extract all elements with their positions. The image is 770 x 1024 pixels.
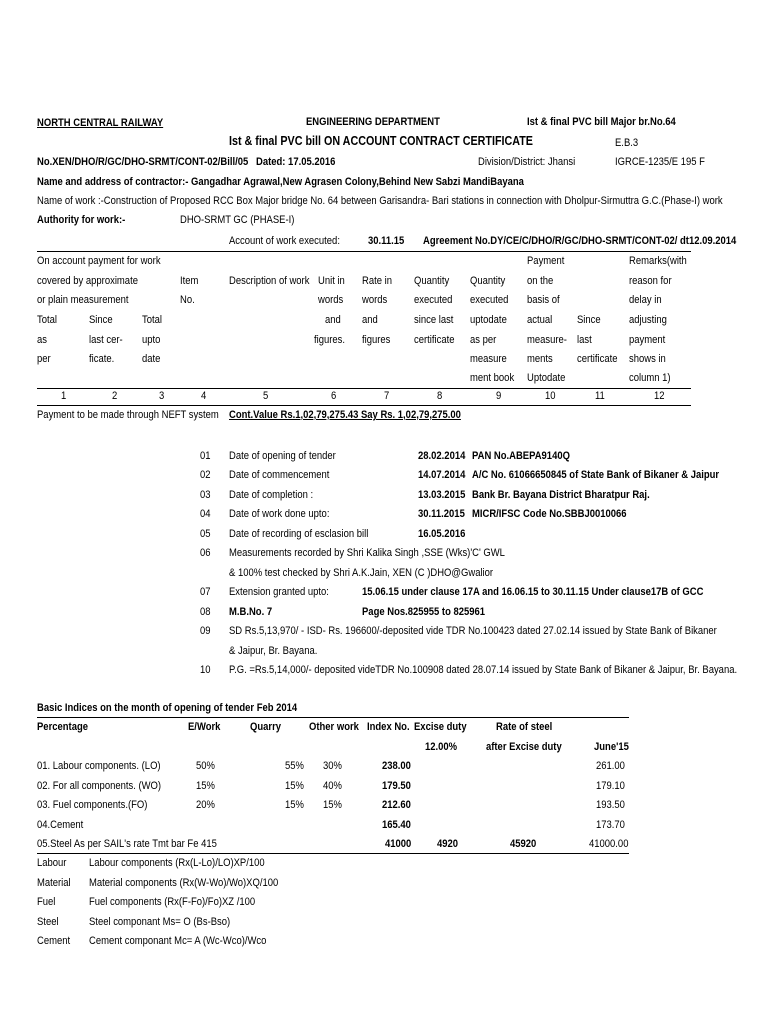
unit-col-line1: Unit in [318,275,345,287]
since-line3: certificate [577,353,618,365]
item06-line2: & 100% test checked by Shri A.K.Jain, XEN (C )DHO@Gwalior [229,567,494,579]
qty-since-line1: Quantity [414,275,450,287]
unit-col-line2: words [318,294,344,306]
detail-value: 14.07.2014 [418,469,466,481]
col-number-12: 12 [654,390,665,402]
remarks-line6: shows in [629,353,666,365]
indices-row-index: 179.50 [382,780,411,792]
railway-name: NORTH CENTRAL RAILWAY [37,117,164,129]
indices-row-index: 212.60 [382,799,411,811]
payment-line2: on the [527,275,554,287]
indices-row-june: 261.00 [596,760,625,772]
formula-text: Labour components (Rx(L-Lo)/LO)XP/100 [89,857,265,869]
indices-row-label: 04.Cement [37,819,84,831]
indices-row-quarry: 15% [285,799,304,811]
col-number-1: 1 [61,390,67,402]
remarks-line2: reason for [629,275,672,287]
item08-label: M.B.No. 7 [229,606,273,618]
item09-line1: SD Rs.5,13,970/ - ISD- Rs. 196600/-deposited vide TDR No.100423 dated 27.02.14 issued by State Bank of Bikaner [229,625,717,637]
indices-row-ework: 20% [196,799,215,811]
contractor-details: Name and address of contractor:- Gangadhar Agrawal,New Agrasen Colony,Behind New Sabzi MandiBayana [37,176,524,188]
qty-since-line4: certificate [414,334,455,346]
indices-header-percentage: Percentage [37,721,89,733]
col-number-7: 7 [384,390,390,402]
indices-row-june: 173.70 [596,819,625,831]
col-number-9: 9 [496,390,502,402]
indices-header-other: Other work [309,721,359,733]
numbers-bottom-rule [37,405,691,406]
qty-upto-line1: Quantity [470,275,506,287]
indices-row-other: 30% [323,760,342,772]
col1b-line3: ficate. [89,353,115,365]
col1c-line1: Total [142,314,162,326]
item-col-line1: Item [180,275,199,287]
indices-row-june: 41000.00 [589,838,629,850]
item-col-line2: No. [180,294,195,306]
indices-header-steel2: after Excise duty [486,741,562,753]
rate-col-line2: words [362,294,388,306]
formula-name: Cement [37,935,71,947]
rate-col-line3: and [362,314,378,326]
remarks-line3: delay in [629,294,662,306]
remarks-line5: payment [629,334,666,346]
detail-extra: Bank Br. Bayana District Bharatpur Raj. [472,489,650,501]
item09-no: 09 [200,625,211,637]
detail-no: 05 [200,528,211,540]
detail-value: 28.02.2014 [418,450,466,462]
table-top-rule [37,251,691,252]
item08-value: Page Nos.825955 to 825961 [362,606,486,618]
payment-line6: ments [527,353,553,365]
detail-no: 04 [200,508,211,520]
indices-header-excise-pct: 12.00% [425,741,458,753]
agreement-number: Agreement No.DY/CE/C/DHO/R/GC/DHO-SRMT/CONT-02/ dt12.09.2014 [423,235,737,247]
remarks-line7: column 1) [629,372,671,384]
col-number-2: 2 [112,390,118,402]
contract-value: Cont.Value Rs.1,02,79,275.43 Say Rs. 1,02,79,275.00 [229,409,461,421]
payment-line3: basis of [527,294,560,306]
formula-text: Fuel components (Rx(F-Fo)/Fo)XZ /100 [89,896,256,908]
col1c-line2: upto [142,334,161,346]
numbers-top-rule [37,388,691,389]
qty-upto-line3: uptodate [470,314,507,326]
detail-extra: A/C No. 61066650845 of State Bank of Bikaner & Jaipur [472,469,720,481]
qty-upto-line4: as per [470,334,497,346]
col1a-line1: Total [37,314,57,326]
item10-no: 10 [200,664,211,676]
formula-name: Fuel [37,896,56,908]
indices-header-steel1: Rate of steel [496,721,553,733]
division: Division/District: Jhansi [478,156,576,168]
formula-text: Cement componant Mc= A (Wc-Wco)/Wco [89,935,267,947]
bill-date: Dated: 17.05.2016 [256,156,336,168]
detail-no: 03 [200,489,211,501]
col-number-10: 10 [545,390,556,402]
detail-label: Date of work done upto: [229,508,330,520]
qty-since-line3: since last [414,314,454,326]
since-line2: last [577,334,592,346]
item06-line1: Measurements recorded by Shri Kalika Singh ,SSE (Wks)'C' GWL [229,547,505,559]
detail-extra: MICR/IFSC Code No.SBBJ0010066 [472,508,627,520]
formula-name: Labour [37,857,67,869]
col-number-5: 5 [263,390,269,402]
payment-line4: actual [527,314,553,326]
certificate-title: Ist & final PVC bill ON ACCOUNT CONTRACT CERTIFICATE [229,134,533,148]
indices-row-quarry: 15% [285,780,304,792]
col1-line3: or plain measurement [37,294,129,306]
account-label: Account of work executed: [229,235,340,247]
item07-value: 15.06.15 under clause 17A and 16.06.15 to 30.11.15 Under clause17B of GCC [362,586,704,598]
indices-row-steel: 45920 [510,838,537,850]
col-number-6: 6 [331,390,337,402]
rate-col-line1: Rate in [362,275,392,287]
col1a-line3: per [37,353,51,365]
detail-label: Date of recording of esclasion bill [229,528,369,540]
col-number-11: 11 [595,390,605,402]
indices-row-label: 02. For all components. (WO) [37,780,162,792]
qty-upto-line2: executed [470,294,509,306]
detail-extra: PAN No.ABEPA9140Q [472,450,570,462]
indices-row-excise: 4920 [437,838,459,850]
department-name: ENGINEERING DEPARTMENT [306,116,440,128]
igrce-ref: IGRCE-1235/E 195 F [615,156,705,168]
indices-header-june: June'15 [594,741,629,753]
eb-label: E.B.3 [615,137,639,149]
payment-line5: measure- [527,334,567,346]
col1-line1: On account payment for work [37,255,161,267]
indices-header-quarry: Quarry [250,721,282,733]
indices-row-index: 238.00 [382,760,411,772]
detail-value: 30.11.2015 [418,508,465,520]
detail-label: Date of commencement [229,469,330,481]
indices-row-index: 165.40 [382,819,411,831]
col-number-3: 3 [159,390,165,402]
col-number-8: 8 [437,390,443,402]
payment-line7: Uptodate [527,372,566,384]
detail-value: 13.03.2015 [418,489,466,501]
account-date: 30.11.15 [368,235,405,247]
col1b-line2: last cer- [89,334,123,346]
item07-no: 07 [200,586,211,598]
qty-upto-line6: ment book [470,372,515,384]
col-number-4: 4 [201,390,207,402]
indices-row-quarry: 55% [285,760,304,772]
detail-label: Date of completion : [229,489,314,501]
indices-header-ework: E/Work [188,721,221,733]
indices-row-ework: 15% [196,780,215,792]
indices-title: Basic Indices on the month of opening of tender Feb 2014 [37,702,298,714]
detail-no: 01 [200,450,211,462]
indices-row-label: 01. Labour components. (LO) [37,760,161,772]
bill-reference: Ist & final PVC bill Major br.No.64 [527,116,676,128]
desc-col: Description of work [229,275,310,287]
indices-row-label: 05.Steel As per SAIL's rate Tmt bar Fe 415 [37,838,217,850]
indices-row-index: 41000 [385,838,412,850]
formula-name: Material [37,877,71,889]
item10-line1: P.G. =Rs.5,14,000/- deposited videTDR No.100908 dated 28.07.14 issued by State Bank of Bikaner & Jaipur, Br. Bayana. [229,664,738,676]
remarks-line4: adjusting [629,314,667,326]
unit-col-line4: figures. [314,334,346,346]
detail-no: 02 [200,469,211,481]
rate-col-line4: figures [362,334,391,346]
unit-col-line3: and [325,314,341,326]
indices-row-other: 40% [323,780,342,792]
detail-value: 16.05.2016 [418,528,466,540]
authority-value: DHO-SRMT GC (PHASE-I) [180,214,295,226]
indices-row-ework: 50% [196,760,215,772]
formula-text: Steel componant Ms= O (Bs-Bso) [89,916,231,928]
qty-since-line2: executed [414,294,453,306]
indices-row-other: 15% [323,799,342,811]
indices-top-rule [37,717,629,718]
authority-label: Authority for work:- [37,214,126,226]
formula-name: Steel [37,916,59,928]
col1-line2: covered by approximate [37,275,138,287]
indices-row-june: 193.50 [596,799,625,811]
work-name: Name of work :-Construction of Proposed RCC Box Major bridge No. 64 between Garisandra- Bari stations in connection with Dholpur-Sirmuttra G.C.(Phase-I) work [37,195,723,207]
since-line1: Since [577,314,601,326]
indices-header-index: Index No. [367,721,410,733]
payment-note: Payment to be made through NEFT system [37,409,219,421]
col1c-line3: date [142,353,161,365]
item08-no: 08 [200,606,211,618]
col1a-line2: as [37,334,47,346]
col1b-line1: Since [89,314,113,326]
item09-line2: & Jaipur, Br. Bayana. [229,645,318,657]
qty-upto-line5: measure [470,353,507,365]
indices-header-excise: Excise duty [414,721,467,733]
bill-number: No.XEN/DHO/R/GC/DHO-SRMT/CONT-02/Bill/05 [37,156,249,168]
indices-row-label: 03. Fuel components.(FO) [37,799,148,811]
item07-label: Extension granted upto: [229,586,329,598]
payment-line1: Payment [527,255,565,267]
formula-text: Material components (Rx(W-Wo)/Wo)XQ/100 [89,877,279,889]
indices-bottom-rule [37,853,629,854]
detail-label: Date of opening of tender [229,450,336,462]
item06-no: 06 [200,547,211,559]
indices-row-june: 179.10 [596,780,625,792]
remarks-line1: Remarks(with [629,255,687,267]
